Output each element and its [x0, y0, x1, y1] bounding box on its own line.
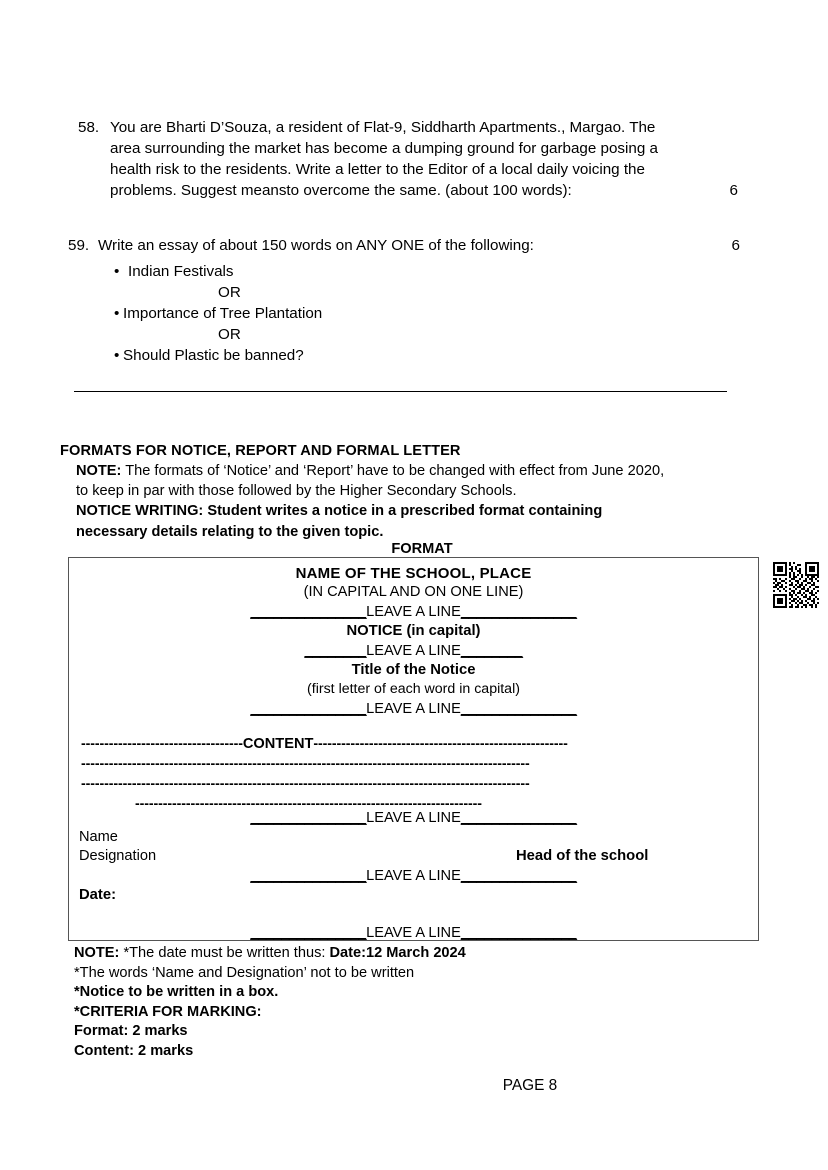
leave-a-line-3	[69, 700, 758, 719]
content-dash-line-1	[69, 734, 758, 754]
leave-a-line-text-1: LEAVE A LINE	[366, 603, 461, 620]
name-label-row	[69, 828, 758, 847]
bullet-icon: •	[114, 347, 120, 364]
notice-writing-line-1: NOTICE WRITING: Student writes a notice in a prescribed format containing	[76, 503, 603, 519]
note-label: NOTE:	[76, 463, 122, 479]
leave-a-line-text-3: LEAVE A LINE	[366, 700, 461, 717]
bottom-note-text: *The date must be written thus:	[119, 945, 330, 961]
bullet-icon: •	[114, 305, 120, 322]
question-59-number: 59.	[68, 237, 90, 254]
rule-right-6: _______________	[460, 925, 577, 941]
bullet-icon: •	[114, 263, 120, 280]
option-label-1: Indian Festivals	[128, 263, 234, 280]
content-dash-line-2: -------------------------------------------------------------------------------------------------	[81, 756, 530, 772]
question-59-options	[68, 261, 740, 366]
format-label: FORMAT	[391, 541, 453, 557]
option-separator-2: OR	[218, 326, 241, 343]
formats-note-line-1	[76, 462, 760, 482]
content-dash-line-4: ---------------------------------------------------------------------------	[135, 796, 482, 812]
list-item	[68, 261, 740, 282]
school-name-sub: (IN CAPITAL AND ON ONE LINE)	[303, 584, 524, 601]
date-label: Date:	[79, 887, 116, 903]
bottom-notes	[74, 944, 754, 1061]
notice-writing-line-2: necessary details relating to the given topic.	[76, 523, 384, 540]
title-of-notice-line: Title of the Notice	[351, 662, 476, 679]
leave-a-line-text-6: LEAVE A LINE	[366, 925, 461, 941]
formats-section	[60, 441, 760, 557]
notice-format-box	[68, 557, 759, 941]
designation-label: Designation	[79, 848, 157, 864]
bottom-note-line-6: Content: 2 marks	[74, 1042, 194, 1059]
leave-a-line-6	[69, 923, 758, 943]
bottom-note-label: NOTE:	[74, 945, 120, 961]
rule-left-1: _______________	[250, 603, 367, 620]
leave-a-line-4	[69, 808, 758, 828]
rule-left-2: ________	[304, 642, 367, 659]
question-58-line-2: area surrounding the market has become a dumping ground for garbage posing a	[110, 140, 658, 157]
question-58-number: 58.	[78, 119, 100, 136]
bottom-note-line-4: *CRITERIA FOR MARKING:	[74, 1003, 262, 1020]
question-58-body	[110, 117, 738, 201]
rule-left-4: _______________	[250, 810, 367, 826]
leave-a-line-text-5: LEAVE A LINE	[366, 868, 461, 884]
rule-right-4: _______________	[460, 810, 577, 826]
question-59	[68, 235, 740, 366]
content-dash-line-3: -------------------------------------------------------------------------------------------------	[81, 776, 530, 792]
formats-title: FORMATS FOR NOTICE, REPORT AND FORMAL LETTER	[60, 443, 461, 459]
question-58-marks: 6	[729, 182, 738, 199]
question-59-marks: 6	[731, 237, 740, 254]
bottom-note-date: Date:12 March 2024	[329, 945, 466, 961]
option-separator-1: OR	[218, 284, 241, 301]
content-dash-right: -------------------------------------------------------	[313, 736, 568, 752]
bottom-note-line-2: *The words ‘Name and Designation’ not to be written	[74, 964, 415, 981]
content-area	[69, 734, 758, 814]
rule-right-3: _______________	[460, 700, 577, 717]
rule-left-6: _______________	[250, 925, 367, 941]
leave-a-line-2	[69, 642, 758, 661]
school-name-line: NAME OF THE SCHOOL, PLACE	[295, 565, 532, 582]
formats-note-line-2: to keep in par with those followed by the Higher Secondary Schools.	[76, 482, 517, 499]
signature-area	[69, 808, 758, 943]
question-58-line-4: problems. Suggest meansto overcome the same. (about 100 words):	[110, 182, 572, 199]
qr-code-icon	[773, 562, 819, 608]
question-58-line-1: You are Bharti D’Souza, a resident of Flat-9, Siddharth Apartments., Margao. The	[110, 119, 656, 136]
title-of-notice-sub: (first letter of each word in capital)	[307, 681, 520, 698]
head-of-school-label: Head of the school	[516, 848, 649, 864]
page-footer: PAGE 8	[502, 1077, 558, 1094]
bottom-note-line-5: Format: 2 marks	[74, 1023, 188, 1039]
name-label: Name	[79, 829, 118, 845]
question-58	[78, 117, 738, 201]
bottom-note-line-3: *Notice to be written in a box.	[74, 984, 279, 1000]
leave-a-line-text-2: LEAVE A LINE	[366, 642, 461, 659]
bottom-note-line-1	[74, 944, 754, 964]
list-item	[68, 303, 740, 324]
rule-right-5: _______________	[460, 868, 577, 884]
list-item	[68, 345, 740, 366]
formats-note	[60, 462, 760, 542]
content-dash-left: -----------------------------------	[81, 736, 243, 752]
option-label-3: Should Plastic be banned?	[123, 347, 304, 364]
notice-caps-line: NOTICE (in capital)	[346, 623, 481, 640]
question-59-prompt: Write an essay of about 150 words on ANY ONE of the following:	[98, 237, 534, 254]
leave-a-line-text-4: LEAVE A LINE	[366, 810, 461, 826]
section-divider	[74, 391, 727, 392]
rule-right-1: _______________	[460, 603, 577, 620]
rule-right-2: ________	[460, 642, 523, 659]
content-word: CONTENT	[242, 736, 314, 752]
option-label-2: Importance of Tree Plantation	[123, 305, 323, 322]
designation-label-row	[69, 847, 758, 866]
leave-a-line-5	[69, 866, 758, 886]
rule-left-5: _______________	[250, 868, 367, 884]
note-text-1: The formats of ‘Notice’ and ‘Report’ have to be changed with effect from June 2020,	[121, 463, 665, 479]
leave-a-line-1	[69, 603, 758, 622]
question-58-line-3: health risk to the residents. Write a letter to the Editor of a local daily voicing the	[110, 161, 645, 178]
rule-left-3: _______________	[250, 700, 367, 717]
